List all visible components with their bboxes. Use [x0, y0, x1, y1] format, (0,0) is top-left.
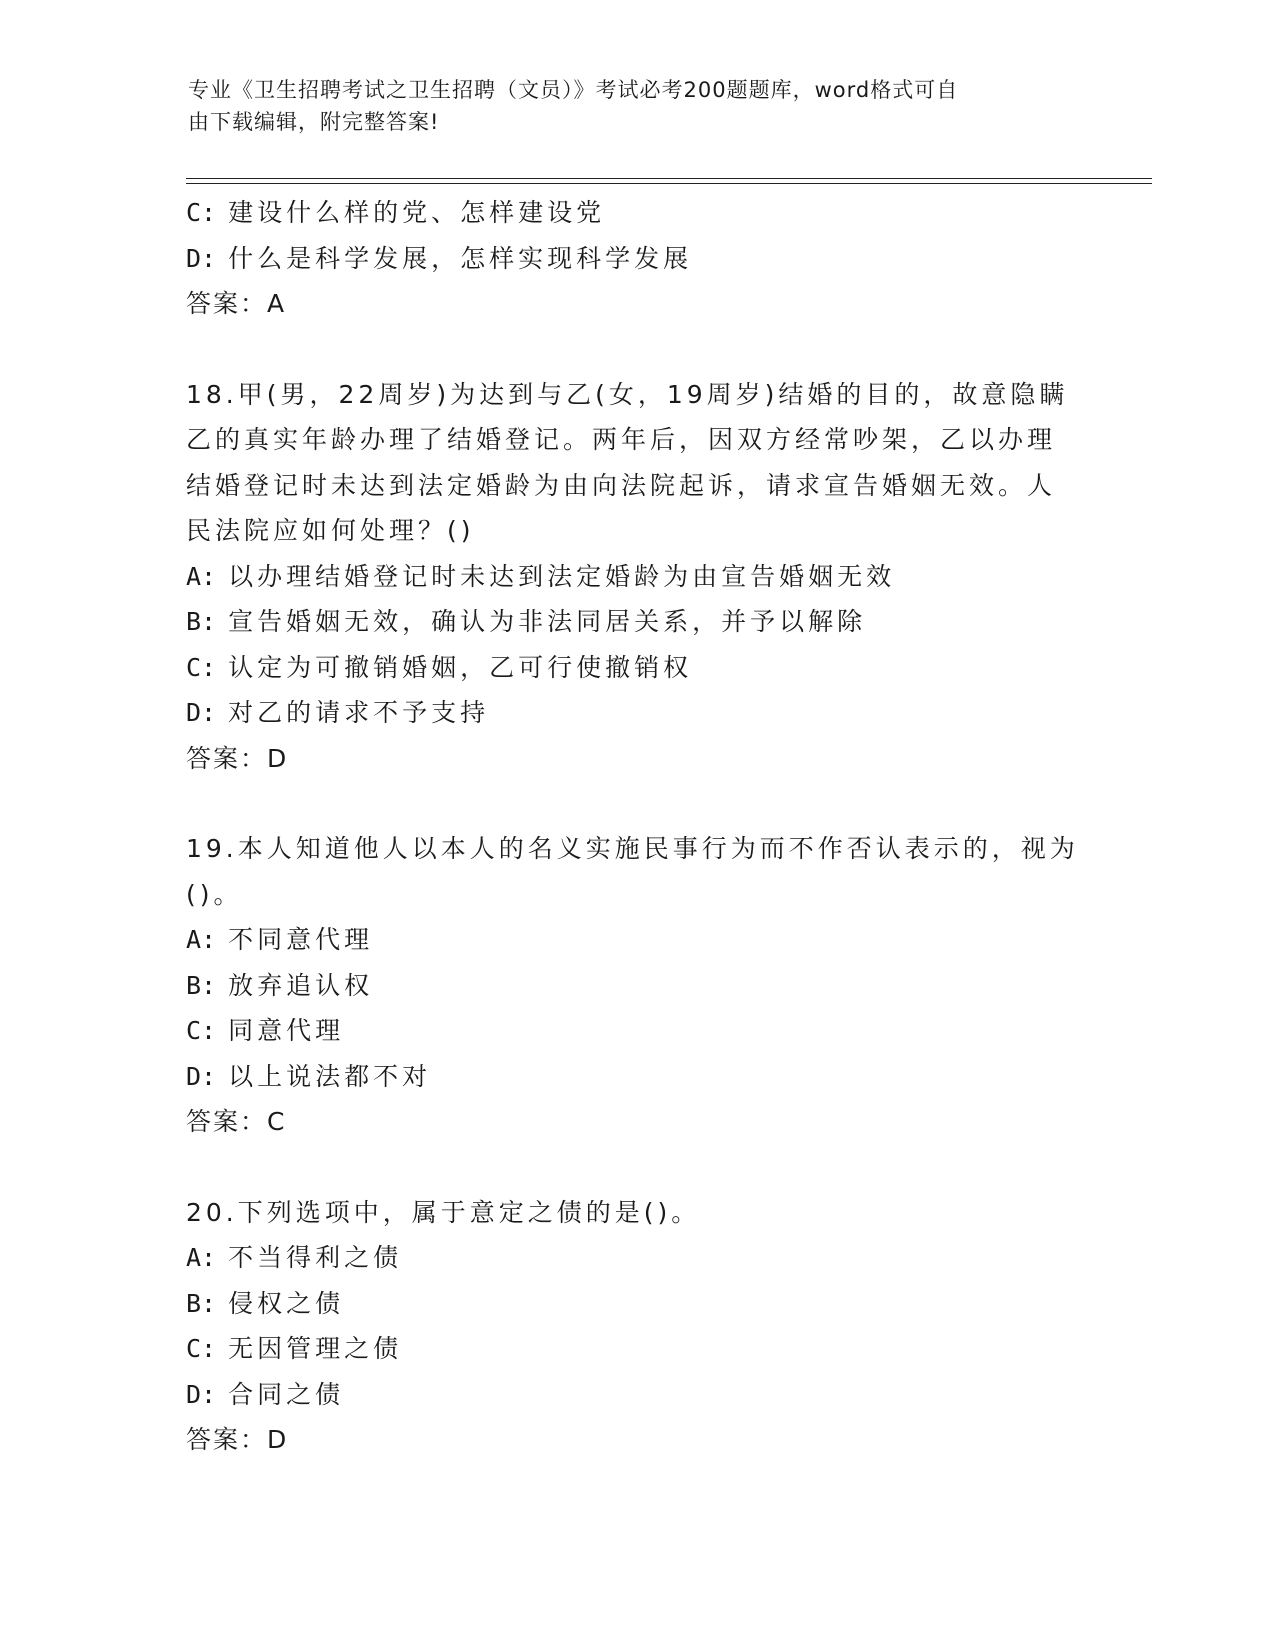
- header-line-1: 专业《卫生招聘考试之卫生招聘（文员）》考试必考200题题库，word格式可自: [188, 78, 959, 102]
- option-letter: C:: [186, 652, 217, 682]
- question-stem-line: 民法院应如何处理？(): [186, 516, 475, 545]
- spacer: [186, 1145, 1086, 1190]
- spacer: [186, 327, 1086, 372]
- option-letter: A:: [186, 1243, 217, 1272]
- option-text: 放弃追认权: [228, 970, 374, 1000]
- option-letter: C:: [186, 198, 217, 227]
- option-text: 建设什么样的党、怎样建设党: [228, 198, 606, 227]
- option-item: [186, 1372, 1086, 1418]
- spacer: [186, 781, 1086, 826]
- option-item: [186, 917, 1086, 963]
- answer-line: 答案：D: [186, 743, 289, 773]
- option-letter: B:: [186, 1288, 217, 1318]
- option-text: 合同之债: [228, 1379, 345, 1409]
- option-text: 同意代理: [228, 1016, 345, 1045]
- option-item: [186, 1054, 1086, 1100]
- question-block: [186, 1190, 1086, 1463]
- question-list: [186, 190, 1086, 1463]
- option-letter: D:: [186, 1061, 217, 1091]
- option-text: 无因管理之债: [228, 1334, 403, 1363]
- option-letter: B:: [186, 970, 217, 1000]
- question-stem-line: ()。: [186, 879, 243, 909]
- option-text: 以上说法都不对: [228, 1061, 432, 1091]
- question-stem-line: 18.甲(男，22周岁)为达到与乙(女，19周岁)结婚的目的，故意隐瞒: [186, 379, 1069, 409]
- question-block: [186, 372, 1086, 782]
- option-item: [186, 1281, 1086, 1327]
- option-text: 侵权之债: [228, 1288, 345, 1318]
- header-divider: [186, 178, 1152, 184]
- option-item: [186, 554, 1086, 600]
- option-text: 什么是科学发展，怎样实现科学发展: [228, 243, 693, 273]
- option-item: [186, 599, 1086, 645]
- option-text: 以办理结婚登记时未达到法定婚龄为由宣告婚姻无效: [228, 561, 896, 591]
- option-item: [186, 1326, 1086, 1372]
- question-block: [186, 826, 1086, 1145]
- question-stem-line: 19.本人知道他人以本人的名义实施民事行为而不作否认表示的，视为: [186, 834, 1079, 863]
- option-letter: C:: [186, 1016, 217, 1045]
- option-letter: A:: [186, 561, 217, 591]
- option-item: [186, 690, 1086, 736]
- option-text: 宣告婚姻无效，确认为非法同居关系，并予以解除: [228, 607, 867, 636]
- document-header: [188, 74, 1068, 138]
- option-letter: A:: [186, 925, 217, 954]
- option-item: [186, 1235, 1086, 1281]
- option-letter: D:: [186, 698, 217, 727]
- option-letter: B:: [186, 607, 217, 636]
- question-stem-line: 乙的真实年龄办理了结婚登记。两年后，因双方经常吵架，乙以办理: [186, 425, 1057, 454]
- option-letter: D:: [186, 243, 217, 273]
- question-stem-line: 20.下列选项中，属于意定之债的是()。: [186, 1197, 701, 1227]
- option-item: [186, 236, 1086, 282]
- option-text: 认定为可撤销婚姻，乙可行使撤销权: [228, 652, 693, 682]
- option-item: [186, 1008, 1086, 1054]
- question-stem-line: 结婚登记时未达到法定婚龄为由向法院起诉，请求宣告婚姻无效。人: [186, 470, 1057, 500]
- answer-line: 答案：A: [186, 289, 287, 318]
- option-text: 不同意代理: [228, 925, 374, 954]
- answer-line: 答案：D: [186, 1425, 289, 1454]
- option-item: [186, 645, 1086, 691]
- option-item: [186, 963, 1086, 1009]
- option-letter: D:: [186, 1379, 217, 1409]
- answer-line: 答案：C: [186, 1107, 287, 1136]
- option-text: 不当得利之债: [228, 1243, 403, 1272]
- header-line-2: 由下载编辑，附完整答案!: [188, 110, 440, 134]
- question-block: [186, 190, 1086, 327]
- option-text: 对乙的请求不予支持: [228, 698, 490, 727]
- option-item: [186, 190, 1086, 236]
- option-letter: C:: [186, 1334, 217, 1363]
